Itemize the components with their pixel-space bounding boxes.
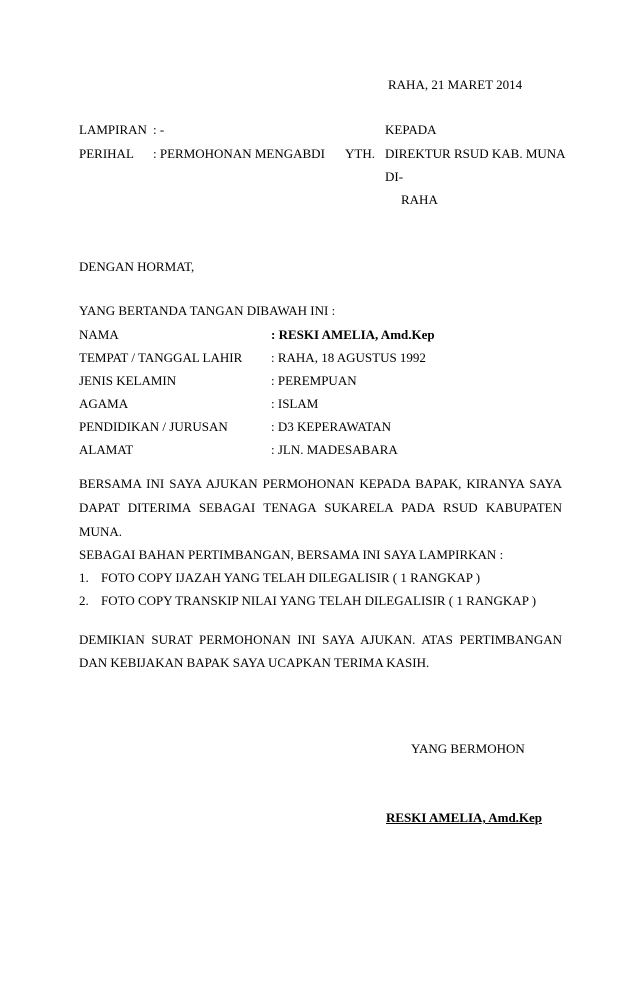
field-value-nama: : RESKI AMELIA, Amd.Kep bbox=[271, 327, 435, 342]
place-date: RAHA, 21 MARET 2014 bbox=[388, 77, 523, 92]
body-line-1: BERSAMA INI SAYA AJUKAN PERMOHONAN KEPADA BAPAK, KIRANYA SAYA bbox=[79, 476, 562, 491]
field-label-agama: AGAMA bbox=[79, 396, 129, 411]
perihal-label: PERIHAL bbox=[79, 146, 134, 161]
field-label-pendidikan: PENDIDIKAN / JURUSAN bbox=[79, 419, 228, 434]
greeting: DENGAN HORMAT, bbox=[79, 259, 195, 274]
attachment-number: 2. bbox=[79, 593, 89, 608]
di-label: DI- bbox=[385, 169, 404, 184]
yth-label: YTH. bbox=[345, 146, 375, 161]
lampiran-label: LAMPIRAN bbox=[79, 122, 147, 137]
field-label-ttl: TEMPAT / TANGGAL LAHIR bbox=[79, 350, 243, 365]
attachments-intro: SEBAGAI BAHAN PERTIMBANGAN, BERSAMA INI SAYA LAMPIRKAN : bbox=[79, 547, 504, 562]
recipient-city: RAHA bbox=[401, 192, 438, 207]
field-label-nama: NAMA bbox=[79, 327, 119, 342]
attachment-text: FOTO COPY TRANSKIP NILAI YANG TELAH DILEGALISIR ( 1 RANGKAP ) bbox=[101, 593, 537, 608]
kepada-label: KEPADA bbox=[385, 122, 437, 137]
field-value-agama: : ISLAM bbox=[271, 396, 319, 411]
signature-label: YANG BERMOHON bbox=[411, 741, 525, 756]
lampiran-value: : - bbox=[153, 122, 165, 137]
perihal-value: : PERMOHONAN MENGABDI bbox=[153, 146, 325, 161]
field-value-pendidikan: : D3 KEPERAWATAN bbox=[271, 419, 391, 434]
recipient: DIREKTUR RSUD KAB. MUNA bbox=[385, 146, 566, 161]
intro: YANG BERTANDA TANGAN DIBAWAH INI : bbox=[79, 303, 336, 318]
signature-name: RESKI AMELIA, Amd.Kep bbox=[386, 810, 543, 825]
attachment-text: FOTO COPY IJAZAH YANG TELAH DILEGALISIR ( 1 RANGKAP ) bbox=[101, 570, 481, 585]
body-line-3: MUNA. bbox=[79, 524, 122, 539]
body-line-2: DAPAT DITERIMA SEBAGAI TENAGA SUKARELA PADA RSUD KABUPATEN bbox=[79, 500, 562, 515]
closing-line-2: DAN KEBIJAKAN BAPAK SAYA UCAPKAN TERIMA KASIH. bbox=[79, 655, 430, 670]
field-value-ttl: : RAHA, 18 AGUSTUS 1992 bbox=[271, 350, 426, 365]
field-value-alamat: : JLN. MADESABARA bbox=[271, 442, 398, 457]
field-label-jenis-kelamin: JENIS KELAMIN bbox=[79, 373, 177, 388]
field-label-alamat: ALAMAT bbox=[79, 442, 134, 457]
attachment-number: 1. bbox=[79, 570, 89, 585]
field-value-jenis-kelamin: : PEREMPUAN bbox=[271, 373, 357, 388]
closing-line-1: DEMIKIAN SURAT PERMOHONAN INI SAYA AJUKAN. ATAS PERTIMBANGAN bbox=[79, 632, 562, 647]
